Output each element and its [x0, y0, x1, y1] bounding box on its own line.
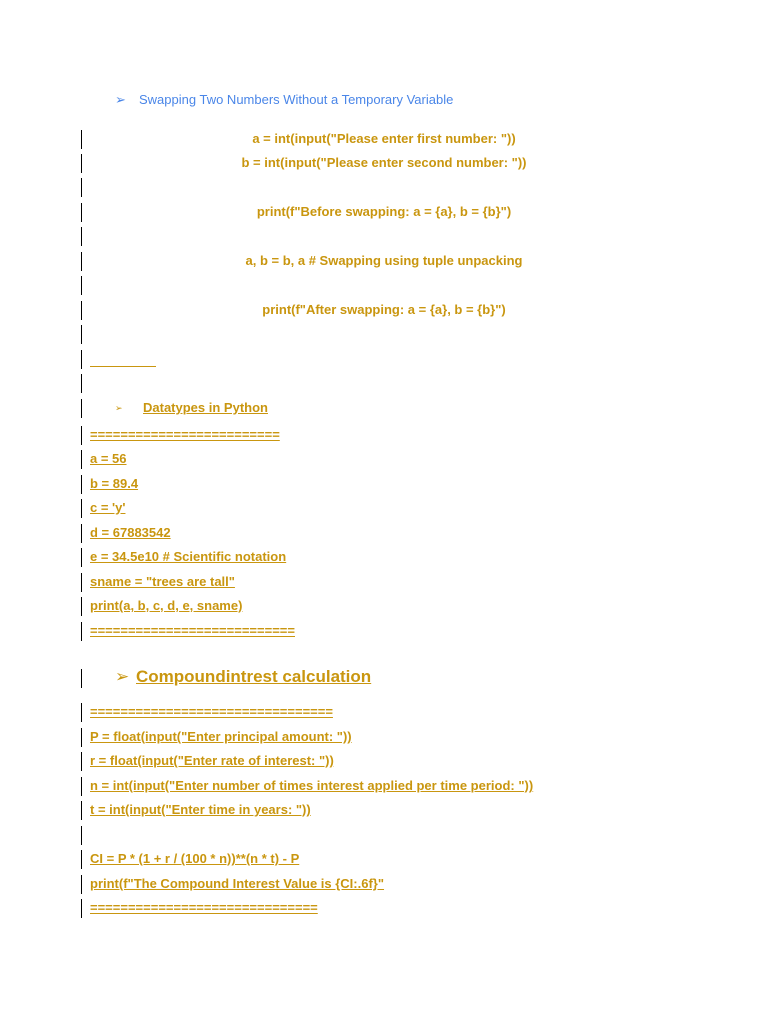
change-bar: [81, 374, 82, 393]
change-bar: [81, 899, 82, 918]
code-line: b = 89.4: [90, 476, 139, 491]
code-line: CI = P * (1 + r / (100 * n))**(n * t) - P: [90, 851, 300, 866]
change-bar: [81, 850, 82, 869]
code-line: r = float(input("Enter rate of interest: ")): [90, 753, 334, 768]
arrow-bullet-icon: ➢: [115, 92, 126, 107]
code-line: b = int(input("Please enter second number: ")): [241, 155, 527, 170]
code-line: ===========================: [90, 623, 295, 638]
code-line: c = 'y': [90, 500, 126, 515]
section-heading-swapping: [115, 92, 453, 108]
change-bar: [81, 622, 82, 641]
section-heading-compound-interest: [115, 667, 371, 687]
code-line: P = float(input("Enter principal amount: ")): [90, 729, 352, 744]
change-bar: [81, 426, 82, 445]
code-line: print(f"After swapping: a = {a}, b = {b}"): [262, 302, 506, 317]
change-bar: [81, 801, 82, 820]
code-line: print(a, b, c, d, e, sname): [90, 598, 243, 613]
heading-text: Compoundintrest calculation: [136, 667, 372, 686]
horizontal-rule: [90, 366, 156, 367]
change-bar: [81, 669, 82, 688]
change-bar: [81, 548, 82, 567]
arrow-bullet-icon: ➢: [115, 403, 123, 413]
code-line: n = int(input("Enter number of times interest applied per time period: ")): [90, 778, 534, 793]
change-bar: [81, 276, 82, 295]
change-bar: [81, 826, 82, 845]
change-bar: [81, 178, 82, 197]
change-bar: [81, 399, 82, 418]
code-line: ==============================: [90, 900, 318, 915]
change-bar: [81, 728, 82, 747]
change-bar: [81, 524, 82, 543]
change-bar: [81, 703, 82, 722]
code-line: =========================: [90, 427, 280, 442]
code-line: a = int(input("Please enter first number: ")): [252, 131, 516, 146]
code-line: e = 34.5e10 # Scientific notation: [90, 549, 287, 564]
code-line: t = int(input("Enter time in years: ")): [90, 802, 311, 817]
change-bar: [81, 777, 82, 796]
arrow-bullet-icon: ➢: [115, 667, 130, 686]
change-bar: [81, 227, 82, 246]
heading-text: Datatypes in Python: [143, 400, 268, 415]
change-bar: [81, 573, 82, 592]
code-line: ================================: [90, 704, 333, 719]
heading-text: Swapping Two Numbers Without a Temporary Variable: [139, 92, 454, 107]
code-line: d = 67883542: [90, 525, 171, 540]
code-line: a = 56: [90, 451, 127, 466]
change-bar: [81, 450, 82, 469]
change-bar: [81, 325, 82, 344]
code-line: sname = "trees are tall": [90, 574, 235, 589]
change-bar: [81, 752, 82, 771]
code-line: print(f"The Compound Interest Value is {CI:.6f}": [90, 876, 385, 891]
change-bar: [81, 499, 82, 518]
change-bar: [81, 875, 82, 894]
section-heading-datatypes: [115, 400, 268, 416]
change-bar: [81, 597, 82, 616]
code-line: print(f"Before swapping: a = {a}, b = {b}"): [256, 204, 512, 219]
change-bar: [81, 350, 82, 369]
change-bar: [81, 475, 82, 494]
code-line: a, b = b, a # Swapping using tuple unpacking: [245, 253, 523, 268]
